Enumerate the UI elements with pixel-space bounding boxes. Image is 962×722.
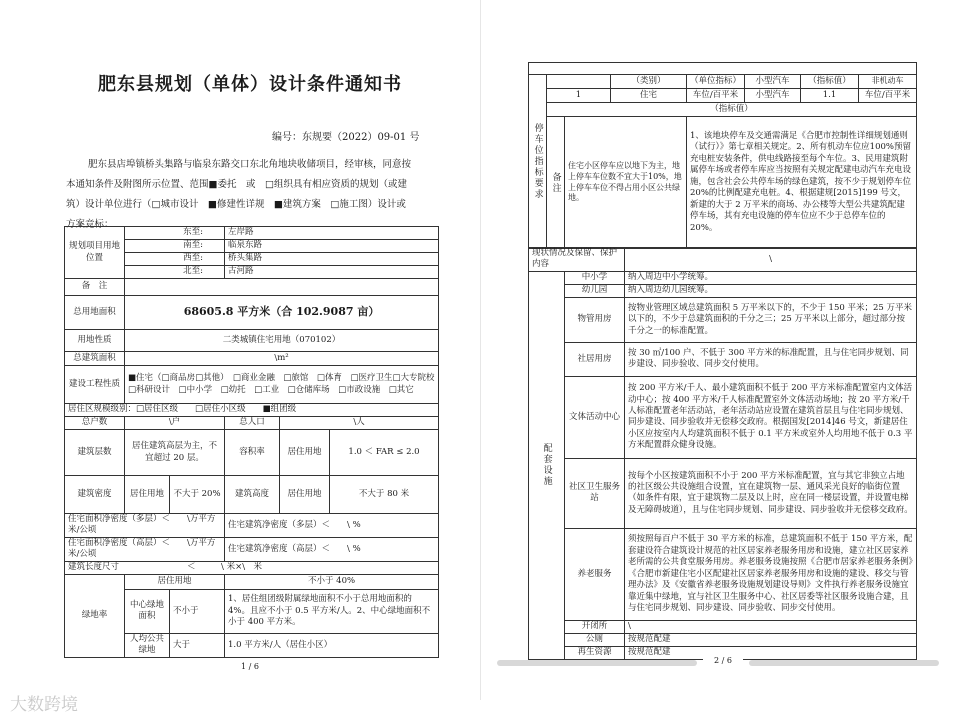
header-cell: （类别） (611, 75, 687, 89)
row-index: 1 (547, 89, 611, 103)
land-use-value: 二类城镇住宅用地（070102） (125, 330, 439, 352)
center-green-label: 中心绿地面积 (125, 589, 170, 633)
facility-desc: 按 200 平方米/千人、最小建筑面积不低于 200 平方米标准配置室内文体活动中心；按 400 平方米/千人标准配置室外文体活动场地；按 20 平方米/千人标准配置老年活动站，老年活动站应设置在建筑首层且与住宅同步规划、同步建设、同步验收并无偿移交政府。根据国发[2014]46 号文，新建居住小区应按室内人均建筑面积不低于 0.1 平方米或室外人均用地不低于 0.3 平方米配置群众健身设施。 (625, 376, 917, 458)
facility-desc: 按规范配建 (625, 633, 917, 646)
public-green-compare: 大于 (170, 633, 225, 657)
parking-table (528, 62, 917, 249)
location-dir: 南至: (125, 240, 225, 253)
page-2 (481, 0, 962, 700)
header-cell: 非机动车 (859, 75, 917, 89)
height-value: 不大于 80 米 (330, 476, 439, 514)
far-label: 容积率 (225, 430, 280, 476)
location-value: 桥头集路 (225, 253, 439, 266)
facility-name: 幼儿园 (565, 284, 625, 297)
far-value: 1.0 ＜ FAR ≤ 2.0 (330, 430, 439, 476)
facility-name: 社区卫生服务站 (565, 458, 625, 528)
facility-name: 文体活动中心 (565, 376, 625, 458)
scale-row: 居住区规模级别：□居住区级 □居住小区级 ■组团级 (65, 404, 439, 417)
density-value: 不大于 20% (170, 476, 225, 514)
far-use: 居住用地 (280, 430, 330, 476)
public-green-label: 人均公共绿地 (125, 633, 170, 657)
floors-value: 居住建筑高层为主，不宜超过 20 层。 (125, 430, 225, 476)
center-green-compare: 不小于 (170, 589, 225, 633)
redacted-strip (497, 660, 697, 666)
green-use: 居住用地 (125, 574, 225, 589)
remark-label: 备 注 (65, 279, 125, 296)
page-number-1: 1 / 6 (241, 662, 259, 671)
facility-name: 中小学 (565, 271, 625, 284)
document-title: 肥东县规划（单体）设计条件通知书 (98, 74, 402, 95)
conditions-table (64, 226, 444, 658)
green-label: 绿地率 (65, 574, 125, 657)
height-use: 居住用地 (280, 476, 330, 514)
row-extra: （指标值） (547, 103, 917, 117)
location-dir: 东至: (125, 227, 225, 240)
location-value: 左岸路 (225, 227, 439, 240)
note-side: 住宅小区停车应以地下为主，地上停车车位数不宜大于10%，地上停车车位不得占用小区公共绿地。 (565, 117, 687, 249)
facility-name: 社居用房 (565, 342, 625, 376)
facility-name: 物管用房 (565, 297, 625, 342)
land-area-label: 总用地面积 (65, 296, 125, 330)
facility-desc: 按 30 ㎡/100 户、不低于 300 平方米的标准配置，且与住宅同步规划、同步建设、同步验收、同步交付使用。 (625, 342, 917, 376)
facility-desc: 纳入周边中小学统筹。 (625, 271, 917, 284)
gfa-value: \m² (125, 352, 439, 366)
row-cell: 住宅 (611, 89, 687, 103)
status-value: \ (625, 248, 917, 272)
project-type-value: ■住宅（□商品房□其他） □商业金融 □旅馆 □体育 □医疗卫生□大专院校 □科研设计 □中小学 □幼托 □工业 □仓储库场 □市政设施 □其它 (125, 366, 439, 404)
facility-desc: \ (625, 620, 917, 633)
project-type-label: 建设工程性质 (65, 366, 125, 404)
row-cell: 1.1 (801, 89, 859, 103)
multi-land-density: 住宅面积净密度（多层）＜ \万平方米/公顷 (65, 514, 225, 538)
page-number-2: 2 / 6 (703, 656, 743, 665)
location-dir: 北至: (125, 266, 225, 279)
note-text: 1、该地块停车及交通需满足《合肥市控制性详细规划通则（试行）》第七章相关规定。2、所有机动车位应100%预留充电桩安装条件，供电线路接至每个车位。3、民用建筑附属停车场或者停车库应当按照有关规定配建电动汽车充电设施，包含社会公共停车场的绿色建筑，按不少于规划停车位20%的比例配建充电桩。4、根据建规[2015]199 号文，新建的大于 2 万平米的商场、办公楼等大型公共建筑配建停车场，其有充电设施的停车位应不少于总停车位的 20%。 (687, 117, 917, 249)
facility-name: 开闭所 (565, 620, 625, 633)
note-label: 备注 (547, 117, 565, 249)
high-building-density: 住宅建筑净密度（高层）＜ \ % (225, 537, 439, 561)
row-cell: 车位/百平米 (859, 89, 917, 103)
facility-name: 公厕 (565, 633, 625, 646)
height-label: 建筑高度 (225, 476, 280, 514)
page-1 (0, 0, 480, 700)
document-number: 编号：东规要（2022）09-01 号 (272, 132, 420, 143)
facility-desc: 纳入周边幼儿园统筹。 (625, 284, 917, 297)
status-label: 现状情况及保留、保护内容 (529, 248, 625, 272)
row-cell: 小型汽车 (745, 89, 801, 103)
row-cell: 车位/百平米 (687, 89, 745, 103)
high-land-density: 住宅面积净密度（高层）＜ \万平方米/公顷 (65, 537, 225, 561)
households-value: \户 (125, 417, 225, 430)
land-area-value: 68605.8 平方米（合 102.9087 亩） (125, 296, 439, 330)
households-label: 总户数 (65, 417, 125, 430)
facility-desc: 须按照每百户不低于 30 平方米的标准，总建筑面积不低于 150 平方米，配套建设符合建筑设计规范的社区居家养老服务用房和设施，建立社区居家养老所需的公共食堂服务用房。养老服务设施按照《合肥市居家养老服务条例》《合肥市新建住宅小区配建社区居家养老服务用房和设施的建设、移交与管理办法》及《安徽省养老服务设施规划建设导则》文件执行养老服务设施宜靠近集中绿地，宜与社区卫生服务中心、社区居委等社区服务设施合建，且与住宅同步规划、同步建设、同步验收、同步交付使用。 (625, 528, 917, 620)
parking-label: 停车位指标要求 (529, 75, 547, 249)
density-label: 建筑密度 (65, 476, 125, 514)
facility-name: 再生资源 (565, 646, 625, 659)
gfa-label: 总建筑面积 (65, 352, 125, 366)
multi-building-density: 住宅建筑净密度（多层）＜ \ % (225, 514, 439, 538)
location-value: 古河路 (225, 266, 439, 279)
facility-name: 养老服务 (565, 528, 625, 620)
redacted-strip (749, 660, 939, 666)
location-value: 临泉东路 (225, 240, 439, 253)
watermark: 大数跨境 (10, 695, 78, 715)
intro-paragraph: 肥东县店埠镇桥头集路与临泉东路交口东北角地块收储项目，经审核，同意按本通知条件及附图所示位置、范围■委托 或 □组织具有相应资质的规划（或建筑）设计单位进行（□城市设计 ■修建性详规 ■建筑方案 □施工图）设计或方案竞标： (66, 159, 412, 230)
public-green-value: 1.0 平方米/人（居住小区） (225, 633, 439, 657)
header-cell: （指标值） (801, 75, 859, 89)
facility-desc: 按物业管理区域总建筑面积 5 万平米以下的，不少于 150 平米；25 万平米以下的，不少于总建筑面积的千分之三；25 万平米以上部分，超过部分按千分之一的标准配置。 (625, 297, 917, 342)
population-value: \人 (280, 417, 439, 430)
header-cell: 小型汽车 (745, 75, 801, 89)
header-cell: （单位指标） (687, 75, 745, 89)
location-dir: 西至: (125, 253, 225, 266)
land-use-label: 用地性质 (65, 330, 125, 352)
facilities-label: 配套设施 (529, 271, 565, 659)
green-ratio: 不小于 40% (225, 574, 439, 589)
center-green-text: 1、居住组团级附属绿地面积不小于总用地面积的 4%。且应不小于 0.5 平方米/人。2、中心绿地面积不小于 400 平方米。 (225, 589, 439, 633)
location-label: 规划项目用地位置 (65, 227, 125, 279)
facility-desc: 按规范配建 (625, 646, 917, 659)
floors-label: 建筑层数 (65, 430, 125, 476)
density-use: 居住用地 (125, 476, 170, 514)
facilities-table (528, 247, 917, 660)
facility-desc: 按每个小区按建筑面积不小于 200 平方米标准配置，宜与其它非独立占地的社区级公共设施组合设置，宜在建筑物一层、通风采光良好的临街位置（如条件有限，宜于建筑物二层及以上时，应在同一楼层设置，并设置电梯及无障碍坡道），且与住宅同步规划、同步建设、同步验收并无偿移交政府。 (625, 458, 917, 528)
building-length: 建筑长度尺寸 ＜ \ 米×\ 米 (65, 561, 439, 574)
population-label: 总人口 (225, 417, 280, 430)
